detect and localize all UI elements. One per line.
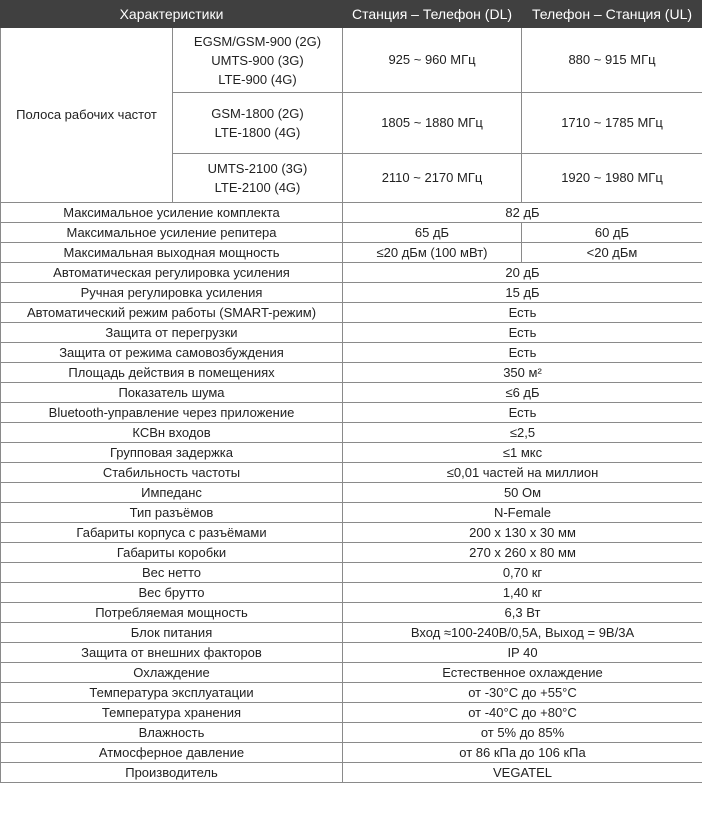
spec-row: [1, 603, 702, 623]
spec-value-dl: ≤20 дБм (100 мВт): [343, 243, 522, 263]
band-standard: EGSM/GSM-900 (2G): [193, 33, 322, 49]
band-standard: LTE-900 (4G): [218, 71, 297, 87]
spec-row: [1, 483, 702, 503]
spec-label: Ручная регулировка усиления: [1, 283, 343, 303]
spec-value-dl: 65 дБ: [343, 223, 522, 243]
spec-label: Охлаждение: [1, 663, 343, 683]
band-standard: LTE-1800 (4G): [214, 125, 301, 140]
spec-label: Температура эксплуатации: [1, 683, 343, 703]
spec-label: Тип разъёмов: [1, 503, 343, 523]
spec-row: [1, 563, 702, 583]
spec-value: Есть: [343, 303, 702, 323]
frequency-band-row: [1, 28, 702, 93]
spec-value: ≤0,01 частей на миллион: [343, 463, 702, 483]
spec-value: от -30°С до +55°С: [343, 683, 702, 703]
spec-label: Защита от режима самовозбуждения: [1, 343, 343, 363]
spec-value: от 5% до 85%: [343, 723, 702, 743]
header-ul: Телефон – Станция (UL): [522, 1, 702, 28]
spec-value: IP 40: [343, 643, 702, 663]
spec-label: Габариты корпуса с разъёмами: [1, 523, 343, 543]
spec-value: 15 дБ: [343, 283, 702, 303]
table-header-row: [1, 1, 702, 28]
spec-value: 200 x 130 x 30 мм: [343, 523, 702, 543]
band-ul-range: 1920 ~ 1980 МГц: [522, 154, 702, 203]
spec-value: VEGATEL: [343, 763, 702, 783]
band-dl-range: 2110 ~ 2170 МГц: [343, 154, 522, 203]
spec-label: Влажность: [1, 723, 343, 743]
spec-value: Естественное охлаждение: [343, 663, 702, 683]
spec-row: [1, 363, 702, 383]
spec-value: ≤6 дБ: [343, 383, 702, 403]
spec-value: 50 Ом: [343, 483, 702, 503]
band-ul-range: 1710 ~ 1785 МГц: [522, 93, 702, 154]
spec-label: Атмосферное давление: [1, 743, 343, 763]
spec-value-ul: 60 дБ: [522, 223, 702, 243]
spec-value: 270 x 260 x 80 мм: [343, 543, 702, 563]
spec-label: Блок питания: [1, 623, 343, 643]
spec-row: [1, 723, 702, 743]
band-standard: UMTS-900 (3G): [211, 52, 304, 68]
spec-row: [1, 303, 702, 323]
spec-label: Импеданс: [1, 483, 343, 503]
spec-label: Защита от перегрузки: [1, 323, 343, 343]
spec-value: N-Female: [343, 503, 702, 523]
spec-row: [1, 423, 702, 443]
spec-label: Максимальное усиление комплекта: [1, 203, 343, 223]
header-dl: Станция – Телефон (DL): [343, 1, 522, 28]
spec-value: от 86 кПа до 106 кПа: [343, 743, 702, 763]
spec-row: [1, 463, 702, 483]
spec-row: [1, 663, 702, 683]
spec-value: Есть: [343, 403, 702, 423]
spec-row: [1, 243, 702, 263]
spec-row: [1, 403, 702, 423]
spec-value: 6,3 Вт: [343, 603, 702, 623]
spec-value: 0,70 кг: [343, 563, 702, 583]
spec-label: Вес нетто: [1, 563, 343, 583]
spec-label: Потребляемая мощность: [1, 603, 343, 623]
spec-row: [1, 543, 702, 563]
spec-row: [1, 623, 702, 643]
spec-row: [1, 343, 702, 363]
band-dl-range: 925 ~ 960 МГц: [343, 28, 522, 93]
spec-value: 1,40 кг: [343, 583, 702, 603]
band-standards: [173, 154, 343, 203]
spec-label: Показатель шума: [1, 383, 343, 403]
spec-label: Bluetooth-управление через приложение: [1, 403, 343, 423]
spec-row: [1, 283, 702, 303]
spec-label: Групповая задержка: [1, 443, 343, 463]
header-characteristics: Характеристики: [1, 1, 343, 28]
spec-label: Защита от внешних факторов: [1, 643, 343, 663]
spec-label: Площадь действия в помещениях: [1, 363, 343, 383]
spec-row: [1, 763, 702, 783]
band-standard: GSM-1800 (2G): [211, 106, 304, 121]
spec-label: Вес брутто: [1, 583, 343, 603]
band-standard: LTE-2100 (4G): [214, 180, 301, 195]
spec-value-ul: <20 дБм: [522, 243, 702, 263]
spec-label: Производитель: [1, 763, 343, 783]
spec-row: [1, 743, 702, 763]
frequency-label: Полоса рабочих частот: [1, 28, 173, 203]
spec-value: 82 дБ: [343, 203, 702, 223]
spec-row: [1, 643, 702, 663]
spec-row: [1, 683, 702, 703]
band-standard: UMTS-2100 (3G): [207, 161, 308, 176]
spec-value: Есть: [343, 323, 702, 343]
spec-value: ≤2,5: [343, 423, 702, 443]
spec-label: КСВн входов: [1, 423, 343, 443]
spec-value: Есть: [343, 343, 702, 363]
spec-label: Автоматический режим работы (SMART-режим): [1, 303, 343, 323]
band-ul-range: 880 ~ 915 МГц: [522, 28, 702, 93]
spec-row: [1, 583, 702, 603]
spec-row: [1, 263, 702, 283]
spec-label: Стабильность частоты: [1, 463, 343, 483]
spec-value: Вход ≈100-240В/0,5А, Выход = 9В/3А: [343, 623, 702, 643]
spec-label: Автоматическая регулировка усиления: [1, 263, 343, 283]
spec-row: [1, 383, 702, 403]
spec-label: Габариты коробки: [1, 543, 343, 563]
spec-row: [1, 503, 702, 523]
spec-row: [1, 203, 702, 223]
spec-row: [1, 523, 702, 543]
spec-value: от -40°С до +80°С: [343, 703, 702, 723]
spec-label: Максимальная выходная мощность: [1, 243, 343, 263]
band-dl-range: 1805 ~ 1880 МГц: [343, 93, 522, 154]
spec-row: [1, 223, 702, 243]
band-standards: [173, 28, 343, 93]
spec-value: 20 дБ: [343, 263, 702, 283]
spec-row: [1, 443, 702, 463]
spec-label: Максимальное усиление репитера: [1, 223, 343, 243]
band-standards: [173, 93, 343, 154]
spec-label: Температура хранения: [1, 703, 343, 723]
spec-row: [1, 703, 702, 723]
spec-row: [1, 323, 702, 343]
spec-value: ≤1 мкс: [343, 443, 702, 463]
spec-value: 350 м²: [343, 363, 702, 383]
